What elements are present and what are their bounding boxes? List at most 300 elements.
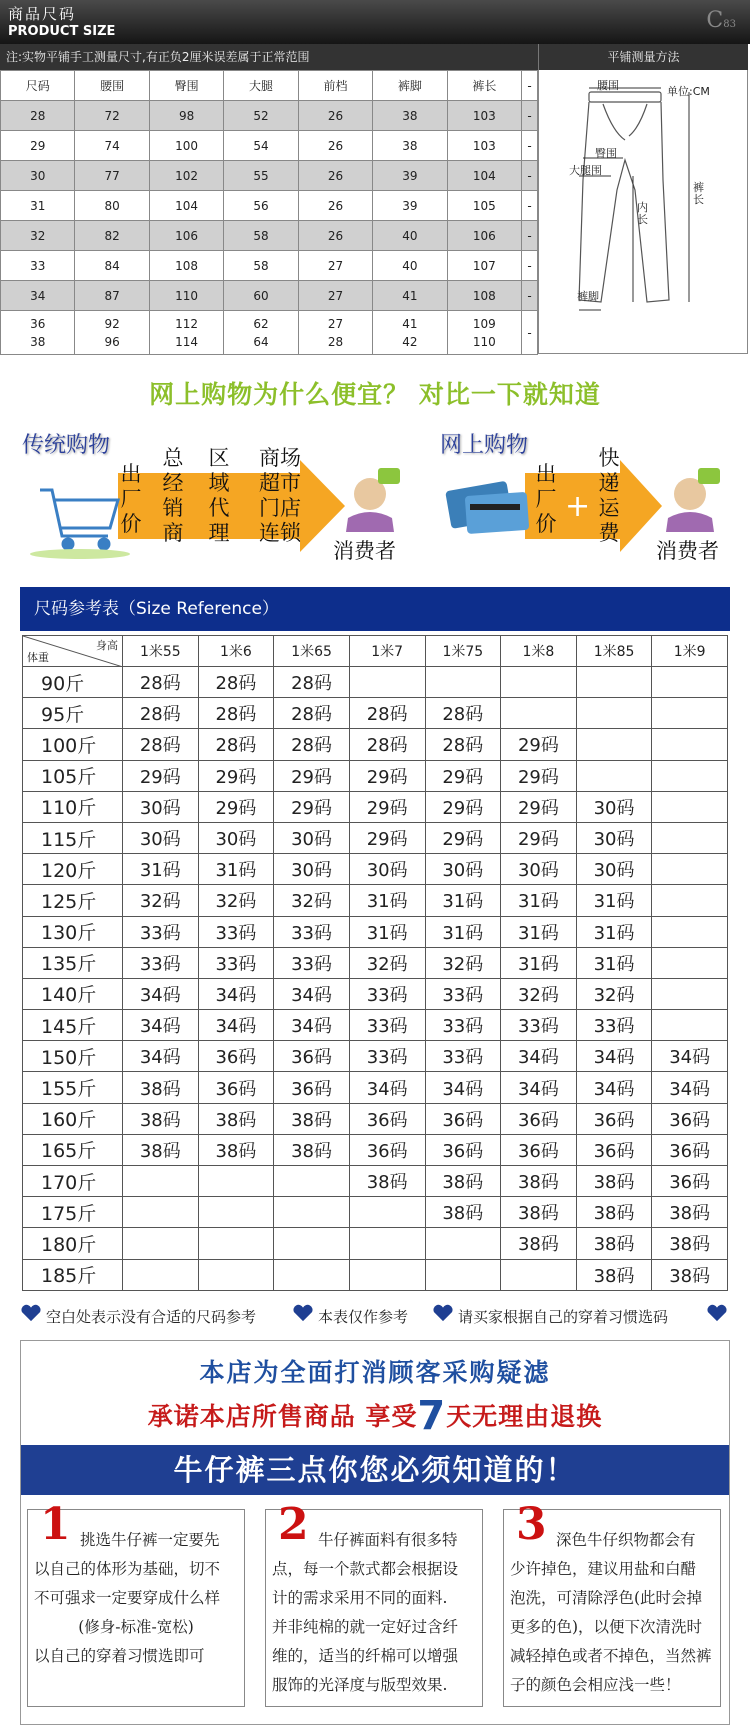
size-code-cell: 30码 bbox=[123, 822, 199, 853]
size-code-cell: 38码 bbox=[576, 1197, 652, 1228]
size-code-cell: 38码 bbox=[123, 1103, 199, 1134]
size-code-cell: 36码 bbox=[198, 1072, 274, 1103]
size-header-cell: 前档 bbox=[298, 71, 372, 101]
measure-diagram bbox=[538, 70, 748, 354]
size-code-cell: 29码 bbox=[198, 760, 274, 791]
size-code-cell: 38码 bbox=[123, 1134, 199, 1165]
size-code-cell bbox=[425, 667, 501, 698]
shopping-cart-icon bbox=[40, 490, 118, 549]
size-code-cell: 30码 bbox=[576, 791, 652, 822]
tip-box-1: 1 挑选牛仔裤一定要先 以自己的体形为基础，切不 不可强求一定要穿成什么样 (修身-标准-宽松) 以自己的穿着习惯选即可 bbox=[27, 1509, 245, 1707]
size-code-cell bbox=[274, 1197, 350, 1228]
size-code-cell: 30码 bbox=[576, 822, 652, 853]
size-code-cell: 33码 bbox=[425, 1041, 501, 1072]
step-retail: 商场超市门店连锁 bbox=[259, 446, 301, 545]
tip-number: 1 bbox=[40, 1499, 71, 1550]
weight-cell: 155斤 bbox=[23, 1072, 123, 1103]
size-cell: 105 bbox=[447, 191, 521, 221]
size-code-cell: 36码 bbox=[652, 1103, 728, 1134]
size-code-cell: 28码 bbox=[349, 698, 425, 729]
size-header-cell: 裤长 bbox=[447, 71, 521, 101]
size-cell: - bbox=[522, 101, 538, 131]
size-code-cell: 33码 bbox=[274, 916, 350, 947]
size-code-cell bbox=[425, 1259, 501, 1290]
size-code-cell: 38码 bbox=[198, 1103, 274, 1134]
size-code-cell: 30码 bbox=[349, 854, 425, 885]
height-header-cell: 1米9 bbox=[652, 636, 728, 667]
header-title-cn: 商品尺码 bbox=[8, 5, 77, 23]
size-header-cell: 腰围 bbox=[75, 71, 149, 101]
size-cell: 33 bbox=[1, 251, 75, 281]
size-cell: 104 bbox=[149, 191, 223, 221]
size-cell: 26 bbox=[298, 161, 372, 191]
size-code-cell: 33码 bbox=[123, 916, 199, 947]
reference-row bbox=[23, 885, 728, 916]
weight-cell: 105斤 bbox=[23, 760, 123, 791]
size-code-cell bbox=[198, 1197, 274, 1228]
size-code-cell: 38码 bbox=[652, 1228, 728, 1259]
size-cell: 87 bbox=[75, 281, 149, 311]
reference-row bbox=[23, 1197, 728, 1228]
heart-icon bbox=[432, 1304, 454, 1322]
size-code-cell bbox=[274, 1228, 350, 1259]
size-code-cell bbox=[123, 1228, 199, 1259]
size-row bbox=[1, 131, 538, 161]
size-code-cell: 33码 bbox=[425, 978, 501, 1009]
size-code-cell: 31码 bbox=[576, 885, 652, 916]
size-code-cell: 28码 bbox=[198, 667, 274, 698]
size-cell: 82 bbox=[75, 221, 149, 251]
weight-corner-label: 体重 bbox=[27, 651, 49, 664]
size-code-cell bbox=[349, 1197, 425, 1228]
size-cell: - bbox=[522, 311, 538, 355]
leg-label: 裤脚 bbox=[577, 290, 599, 303]
step-distributor: 总经销商 bbox=[162, 446, 184, 545]
traditional-consumer: 消费者 bbox=[333, 539, 396, 563]
size-code-cell: 31码 bbox=[123, 854, 199, 885]
size-code-cell: 36码 bbox=[274, 1072, 350, 1103]
size-code-cell bbox=[576, 760, 652, 791]
promise-line-1: 本店为全面打消顾客采购疑滤 bbox=[199, 1358, 551, 1387]
size-code-cell: 28码 bbox=[425, 729, 501, 760]
size-code-cell: 32码 bbox=[123, 885, 199, 916]
size-code-cell: 29码 bbox=[501, 760, 577, 791]
size-row bbox=[1, 281, 538, 311]
size-code-cell: 33码 bbox=[501, 1010, 577, 1041]
size-code-cell: 34码 bbox=[274, 1010, 350, 1041]
reference-notes bbox=[20, 1302, 730, 1330]
size-code-cell: 34码 bbox=[349, 1072, 425, 1103]
size-code-cell: 29码 bbox=[274, 791, 350, 822]
unit-label: 单位:CM bbox=[667, 85, 710, 98]
size-cell: 58 bbox=[224, 221, 298, 251]
size-code-cell bbox=[652, 978, 728, 1009]
size-code-cell: 34码 bbox=[576, 1041, 652, 1072]
size-code-cell: 29码 bbox=[349, 760, 425, 791]
size-cell: - bbox=[522, 191, 538, 221]
header-bar bbox=[0, 0, 750, 44]
size-code-cell: 32码 bbox=[349, 947, 425, 978]
reference-row bbox=[23, 822, 728, 853]
size-cell: 26 bbox=[298, 191, 372, 221]
online-factory-price: 出厂价 bbox=[535, 462, 557, 536]
size-cell: 84 bbox=[75, 251, 149, 281]
size-code-cell: 29码 bbox=[425, 791, 501, 822]
height-header-cell: 1米8 bbox=[501, 636, 577, 667]
size-code-cell: 28码 bbox=[123, 729, 199, 760]
reference-row bbox=[23, 1072, 728, 1103]
size-code-cell: 33码 bbox=[349, 1041, 425, 1072]
size-code-cell: 33码 bbox=[198, 916, 274, 947]
size-cell: 55 bbox=[224, 161, 298, 191]
size-code-cell: 38码 bbox=[576, 1228, 652, 1259]
tip-number: 2 bbox=[278, 1499, 309, 1550]
size-cell: 40 bbox=[373, 251, 447, 281]
size-code-cell bbox=[198, 1166, 274, 1197]
weight-cell: 170斤 bbox=[23, 1166, 123, 1197]
size-code-cell: 28码 bbox=[274, 729, 350, 760]
credit-card-icon bbox=[445, 481, 529, 534]
size-code-cell: 38码 bbox=[501, 1166, 577, 1197]
brand-logo: C83 bbox=[706, 8, 736, 33]
size-code-cell: 34码 bbox=[274, 978, 350, 1009]
size-cell: 29 bbox=[1, 131, 75, 161]
reference-row bbox=[23, 854, 728, 885]
size-cell: 112 114 bbox=[149, 311, 223, 355]
size-code-cell bbox=[349, 1228, 425, 1259]
size-cell: 102 bbox=[149, 161, 223, 191]
consumer-avatar-icon bbox=[346, 468, 400, 532]
weight-cell: 120斤 bbox=[23, 854, 123, 885]
size-code-cell bbox=[652, 791, 728, 822]
size-code-cell: 31码 bbox=[576, 947, 652, 978]
size-code-cell: 38码 bbox=[501, 1197, 577, 1228]
size-table-header-row bbox=[1, 71, 538, 101]
size-code-cell bbox=[652, 760, 728, 791]
size-code-cell: 36码 bbox=[576, 1134, 652, 1165]
size-code-cell bbox=[349, 1259, 425, 1290]
thigh-label: 大腿围 bbox=[569, 164, 602, 177]
size-code-cell: 34码 bbox=[123, 1041, 199, 1072]
size-cell: 74 bbox=[75, 131, 149, 161]
size-code-cell: 28码 bbox=[123, 698, 199, 729]
size-cell: 36 38 bbox=[1, 311, 75, 355]
size-row bbox=[1, 101, 538, 131]
size-code-cell bbox=[198, 1259, 274, 1290]
size-cell: 110 bbox=[149, 281, 223, 311]
size-code-cell: 34码 bbox=[425, 1072, 501, 1103]
weight-cell: 95斤 bbox=[23, 698, 123, 729]
size-code-cell bbox=[274, 1166, 350, 1197]
size-code-cell: 29码 bbox=[425, 822, 501, 853]
size-row bbox=[1, 221, 538, 251]
size-code-cell: 31码 bbox=[501, 885, 577, 916]
size-code-cell: 34码 bbox=[198, 978, 274, 1009]
size-code-cell: 29码 bbox=[425, 760, 501, 791]
size-code-cell bbox=[349, 667, 425, 698]
reference-row bbox=[23, 1134, 728, 1165]
size-code-cell bbox=[576, 698, 652, 729]
size-cell: - bbox=[522, 221, 538, 251]
size-cell: 39 bbox=[373, 191, 447, 221]
size-cell: 38 bbox=[373, 131, 447, 161]
weight-cell: 125斤 bbox=[23, 885, 123, 916]
size-code-cell bbox=[425, 1228, 501, 1259]
reference-row bbox=[23, 667, 728, 698]
size-cell: 109 110 bbox=[447, 311, 521, 355]
size-header-cell: 臀围 bbox=[149, 71, 223, 101]
weight-cell: 110斤 bbox=[23, 791, 123, 822]
size-code-cell bbox=[652, 854, 728, 885]
size-code-cell: 36码 bbox=[425, 1134, 501, 1165]
weight-cell: 135斤 bbox=[23, 947, 123, 978]
size-code-cell: 33码 bbox=[123, 947, 199, 978]
promise-line-2: 承诺本店所售商品 享受7天无理由退换 bbox=[147, 1393, 603, 1439]
weight-cell: 175斤 bbox=[23, 1197, 123, 1228]
size-code-cell bbox=[123, 1259, 199, 1290]
reference-row bbox=[23, 1228, 728, 1259]
size-row bbox=[1, 251, 538, 281]
size-code-cell: 34码 bbox=[198, 1010, 274, 1041]
promise-section bbox=[20, 1340, 730, 1725]
size-code-cell: 33码 bbox=[349, 978, 425, 1009]
size-cell: 40 bbox=[373, 221, 447, 251]
size-code-cell: 30码 bbox=[274, 854, 350, 885]
height-header-cell: 1米6 bbox=[198, 636, 274, 667]
size-code-cell bbox=[652, 822, 728, 853]
size-code-cell bbox=[576, 667, 652, 698]
tip-box-3: 3 深色牛仔织物都会有 少许掉色，建议用盐和白醋 泡洗，可清除浮色(此时会掉 更多的色)，以便下次清洗时 减轻掉色或者不掉色，当然裤 子的颜色会相应浅一些！ bbox=[503, 1509, 721, 1707]
reference-row bbox=[23, 698, 728, 729]
size-code-cell: 36码 bbox=[349, 1103, 425, 1134]
size-cell: 26 bbox=[298, 131, 372, 161]
size-code-cell: 32码 bbox=[501, 978, 577, 1009]
reference-row bbox=[23, 1259, 728, 1290]
size-cell: - bbox=[522, 281, 538, 311]
size-cell: 106 bbox=[149, 221, 223, 251]
size-cell: 92 96 bbox=[75, 311, 149, 355]
size-code-cell: 30码 bbox=[425, 854, 501, 885]
size-cell: 38 bbox=[373, 101, 447, 131]
size-code-cell: 36码 bbox=[349, 1134, 425, 1165]
size-code-cell: 32码 bbox=[425, 947, 501, 978]
size-row bbox=[1, 191, 538, 221]
size-code-cell: 31码 bbox=[349, 916, 425, 947]
size-code-cell: 30码 bbox=[274, 822, 350, 853]
size-header-cell: 尺码 bbox=[1, 71, 75, 101]
heart-icon bbox=[20, 1304, 42, 1322]
size-code-cell: 29码 bbox=[198, 791, 274, 822]
size-code-cell: 38码 bbox=[576, 1259, 652, 1290]
size-cell: 27 bbox=[298, 251, 372, 281]
size-cell: 41 bbox=[373, 281, 447, 311]
size-code-cell: 38码 bbox=[274, 1103, 350, 1134]
size-reference-title: 尺码参考表（Size Reference） bbox=[20, 587, 730, 631]
weight-cell: 145斤 bbox=[23, 1010, 123, 1041]
size-code-cell: 34码 bbox=[123, 1010, 199, 1041]
size-code-cell: 33码 bbox=[425, 1010, 501, 1041]
size-code-cell: 36码 bbox=[198, 1041, 274, 1072]
weight-cell: 150斤 bbox=[23, 1041, 123, 1072]
online-label: 网上购物 bbox=[440, 433, 529, 458]
size-code-cell bbox=[576, 729, 652, 760]
header-title-en: PRODUCT SIZE bbox=[8, 24, 116, 39]
size-code-cell bbox=[652, 916, 728, 947]
corner-cell bbox=[23, 636, 123, 667]
size-code-cell: 30码 bbox=[123, 791, 199, 822]
size-cell: 103 bbox=[447, 131, 521, 161]
size-code-cell: 34码 bbox=[501, 1072, 577, 1103]
size-cell: 106 bbox=[447, 221, 521, 251]
size-code-cell: 38码 bbox=[425, 1166, 501, 1197]
size-code-cell bbox=[198, 1228, 274, 1259]
note-reference-only: 本表仅作参考 bbox=[318, 1308, 409, 1326]
size-code-cell: 29码 bbox=[501, 822, 577, 853]
size-code-cell: 38码 bbox=[425, 1197, 501, 1228]
size-cell: 62 64 bbox=[224, 311, 298, 355]
size-code-cell: 29码 bbox=[501, 729, 577, 760]
size-code-cell: 36码 bbox=[501, 1103, 577, 1134]
size-code-cell: 31码 bbox=[501, 947, 577, 978]
online-consumer: 消费者 bbox=[656, 539, 719, 563]
size-code-cell: 38码 bbox=[652, 1259, 728, 1290]
size-code-cell bbox=[274, 1259, 350, 1290]
compare-title: 网上购物为什么便宜？ 对比一下就知道 bbox=[149, 380, 601, 409]
size-code-cell: 31码 bbox=[349, 885, 425, 916]
size-code-cell: 28码 bbox=[425, 698, 501, 729]
size-code-cell: 29码 bbox=[501, 791, 577, 822]
size-code-cell: 34码 bbox=[123, 978, 199, 1009]
size-table bbox=[0, 70, 538, 355]
size-cell: 54 bbox=[224, 131, 298, 161]
size-code-cell: 28码 bbox=[198, 729, 274, 760]
size-cell: 27 28 bbox=[298, 311, 372, 355]
size-cell: 108 bbox=[149, 251, 223, 281]
plus-sign: + bbox=[565, 489, 591, 524]
reference-row bbox=[23, 1010, 728, 1041]
size-cell: 107 bbox=[447, 251, 521, 281]
size-code-cell: 31码 bbox=[425, 916, 501, 947]
size-cell: 104 bbox=[447, 161, 521, 191]
size-code-cell: 36码 bbox=[576, 1103, 652, 1134]
size-code-cell: 36码 bbox=[501, 1134, 577, 1165]
height-header-cell: 1米55 bbox=[123, 636, 199, 667]
size-code-cell: 38码 bbox=[274, 1134, 350, 1165]
weight-cell: 100斤 bbox=[23, 729, 123, 760]
tip-box-2: 2 牛仔裤面料有很多特 点，每一个款式都会根据设 计的需求采用不同的面料. 并非纯棉的就一定好过含纤 维的，适当的纤棉可以增强 服饰的光泽度与版型效果. bbox=[265, 1509, 483, 1707]
note-choose-size: 请买家根据自己的穿着习惯选码 bbox=[458, 1308, 669, 1326]
size-code-cell: 38码 bbox=[576, 1166, 652, 1197]
size-cell: - bbox=[522, 131, 538, 161]
size-cell: 30 bbox=[1, 161, 75, 191]
weight-cell: 160斤 bbox=[23, 1103, 123, 1134]
height-header-cell: 1米65 bbox=[274, 636, 350, 667]
size-header-cell: 大腿 bbox=[224, 71, 298, 101]
size-cell: 58 bbox=[224, 251, 298, 281]
size-cell: 27 bbox=[298, 281, 372, 311]
size-code-cell: 32码 bbox=[274, 885, 350, 916]
size-code-cell: 34码 bbox=[652, 1041, 728, 1072]
cart-shadow bbox=[30, 549, 130, 559]
size-code-cell: 31码 bbox=[198, 854, 274, 885]
measure-method-title: 平铺测量方法 bbox=[538, 44, 748, 70]
size-cell: 100 bbox=[149, 131, 223, 161]
size-reference-table bbox=[22, 635, 728, 1291]
size-code-cell: 34码 bbox=[501, 1041, 577, 1072]
size-code-cell: 31码 bbox=[576, 916, 652, 947]
size-code-cell bbox=[652, 667, 728, 698]
size-cell: 60 bbox=[224, 281, 298, 311]
size-cell: - bbox=[522, 251, 538, 281]
size-cell: 34 bbox=[1, 281, 75, 311]
waist-label: 腰围 bbox=[597, 79, 619, 92]
size-code-cell bbox=[501, 698, 577, 729]
size-code-cell: 38码 bbox=[652, 1197, 728, 1228]
size-cell: 103 bbox=[447, 101, 521, 131]
size-cell: 32 bbox=[1, 221, 75, 251]
size-code-cell: 28码 bbox=[274, 698, 350, 729]
height-header-cell: 1米85 bbox=[576, 636, 652, 667]
size-code-cell bbox=[652, 947, 728, 978]
size-cell: - bbox=[522, 161, 538, 191]
weight-cell: 165斤 bbox=[23, 1134, 123, 1165]
size-code-cell bbox=[501, 1259, 577, 1290]
reference-row bbox=[23, 791, 728, 822]
size-code-cell bbox=[652, 885, 728, 916]
size-code-cell: 34码 bbox=[576, 1072, 652, 1103]
size-code-cell: 38码 bbox=[198, 1134, 274, 1165]
size-row bbox=[1, 311, 538, 355]
weight-cell: 140斤 bbox=[23, 978, 123, 1009]
size-cell: 28 bbox=[1, 101, 75, 131]
size-code-cell: 28码 bbox=[349, 729, 425, 760]
traditional-label: 传统购物 bbox=[22, 433, 111, 458]
reference-row bbox=[23, 1103, 728, 1134]
size-code-cell: 33码 bbox=[198, 947, 274, 978]
size-cell: 52 bbox=[224, 101, 298, 131]
size-code-cell: 30码 bbox=[576, 854, 652, 885]
size-code-cell: 38码 bbox=[123, 1072, 199, 1103]
size-cell: 98 bbox=[149, 101, 223, 131]
reference-row bbox=[23, 916, 728, 947]
size-code-cell: 28码 bbox=[198, 698, 274, 729]
weight-cell: 180斤 bbox=[23, 1228, 123, 1259]
step-regional-agent: 区域代理 bbox=[208, 446, 230, 545]
tip-number: 3 bbox=[516, 1499, 547, 1550]
size-code-cell: 36码 bbox=[425, 1103, 501, 1134]
note-blank: 空白处表示没有合适的尺码参考 bbox=[46, 1308, 257, 1326]
reference-row bbox=[23, 978, 728, 1009]
size-code-cell: 30码 bbox=[501, 854, 577, 885]
size-code-cell bbox=[652, 729, 728, 760]
size-cell: 26 bbox=[298, 221, 372, 251]
size-code-cell: 28码 bbox=[274, 667, 350, 698]
height-header-cell: 1米75 bbox=[425, 636, 501, 667]
size-code-cell: 30码 bbox=[198, 822, 274, 853]
size-code-cell: 38码 bbox=[349, 1166, 425, 1197]
size-code-cell bbox=[652, 698, 728, 729]
size-code-cell: 29码 bbox=[349, 822, 425, 853]
size-cell: 41 42 bbox=[373, 311, 447, 355]
size-code-cell: 29码 bbox=[349, 791, 425, 822]
traditional-factory-price: 出厂价 bbox=[120, 462, 142, 536]
size-header-cell: - bbox=[522, 71, 538, 101]
size-code-cell: 36码 bbox=[652, 1166, 728, 1197]
reference-row bbox=[23, 1041, 728, 1072]
size-code-cell bbox=[652, 1010, 728, 1041]
size-code-cell bbox=[123, 1166, 199, 1197]
heart-icon bbox=[706, 1304, 728, 1322]
